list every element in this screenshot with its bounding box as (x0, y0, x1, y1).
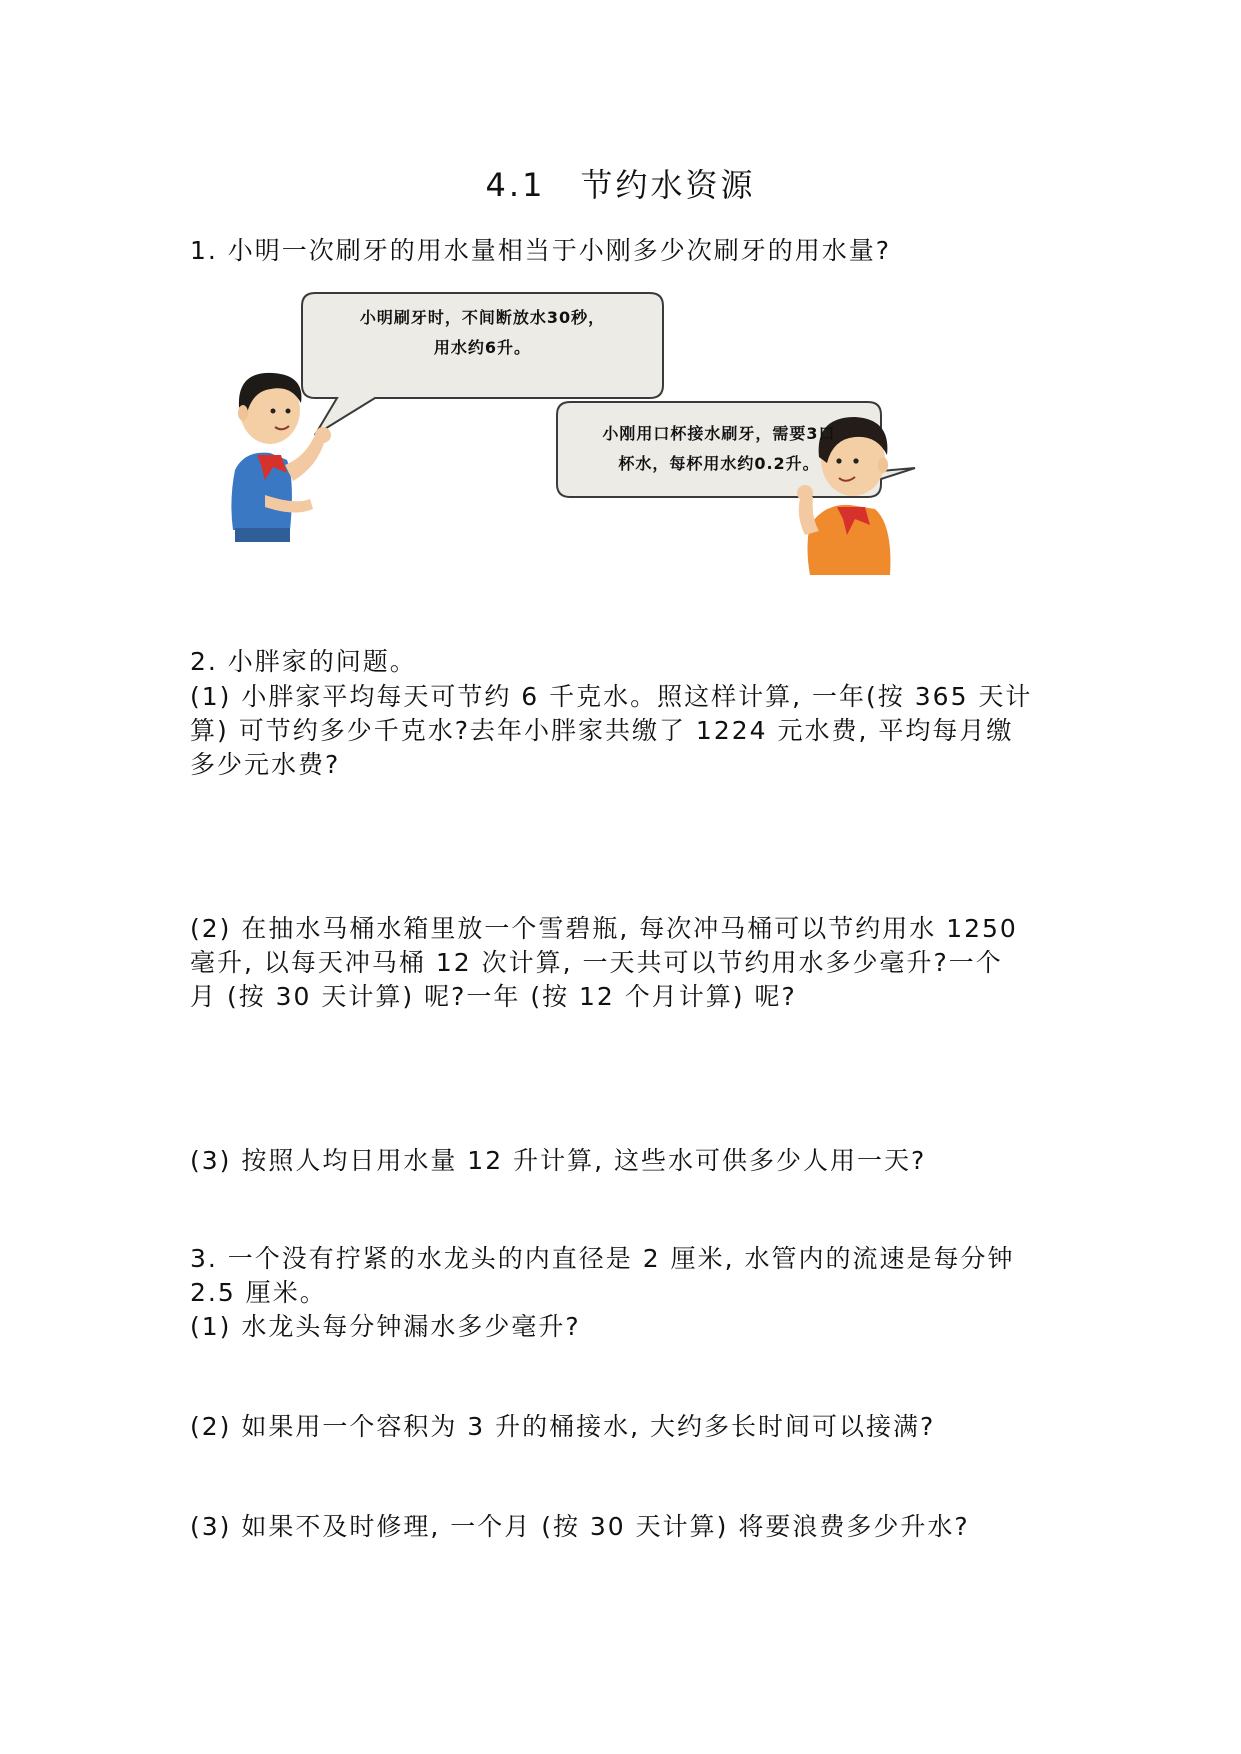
speech-bubble-xiaoming-text (302, 303, 663, 363)
question-2-part-1-line-2: 算) 可节约多少千克水?去年小胖家共缴了 1224 元水费, 平均每月缴 (190, 716, 1014, 745)
bubble-xiaogang-line-2: 杯水，每杯用水约0.2升。 (618, 454, 820, 473)
question-2-part-1-line-1: (1) 小胖家平均每天可节约 6 千克水。照这样计算, 一年(按 365 天计 (190, 682, 1033, 711)
bubble-xiaoming-line-2: 用水约6升。 (433, 338, 532, 357)
question-1-prompt: 1. 小明一次刷牙的用水量相当于小刚多少次刷牙的用水量? (190, 236, 892, 265)
question-2-part-2-line-1: (2) 在抽水马桶水箱里放一个雪碧瓶, 每次冲马桶可以节约用水 1250 (190, 914, 1018, 943)
bubble-xiaoming-line-1: 小明刷牙时，不间断放水30秒， (359, 308, 606, 327)
question-2-part-3: (3) 按照人均日用水量 12 升计算, 这些水可供多少人用一天? (190, 1146, 927, 1175)
question-3-part-1: (1) 水龙头每分钟漏水多少毫升? (190, 1312, 581, 1341)
bubble-xiaogang-line-1: 小刚用口杯接水刷牙，需要3口 (602, 424, 836, 443)
question-3-prompt-line-1: 3. 一个没有拧紧的水龙头的内直径是 2 厘米, 水管内的流速是每分钟 (190, 1244, 1015, 1273)
question-2-part-2-line-3: 月 (按 30 天计算) 呢?一年 (按 12 个月计算) 呢? (190, 982, 797, 1011)
question-3-prompt-line-2: 2.5 厘米。 (190, 1278, 327, 1307)
question-2-prompt: 2. 小胖家的问题。 (190, 647, 417, 676)
question-3-part-3: (3) 如果不及时修理, 一个月 (按 30 天计算) 将要浪费多少升水? (190, 1512, 970, 1541)
illustration (225, 285, 1005, 575)
speech-bubble-xiaogang-text (557, 419, 881, 479)
question-3-part-2: (2) 如果用一个容积为 3 升的桶接水, 大约多长时间可以接满? (190, 1412, 936, 1441)
question-2-part-1-line-3: 多少元水费? (190, 750, 341, 779)
question-2-part-2-line-2: 毫升, 以每天冲马桶 12 次计算, 一天共可以节约用水多少毫升?一个 (190, 948, 1003, 977)
page-title: 4.1 节约水资源 (485, 166, 756, 204)
